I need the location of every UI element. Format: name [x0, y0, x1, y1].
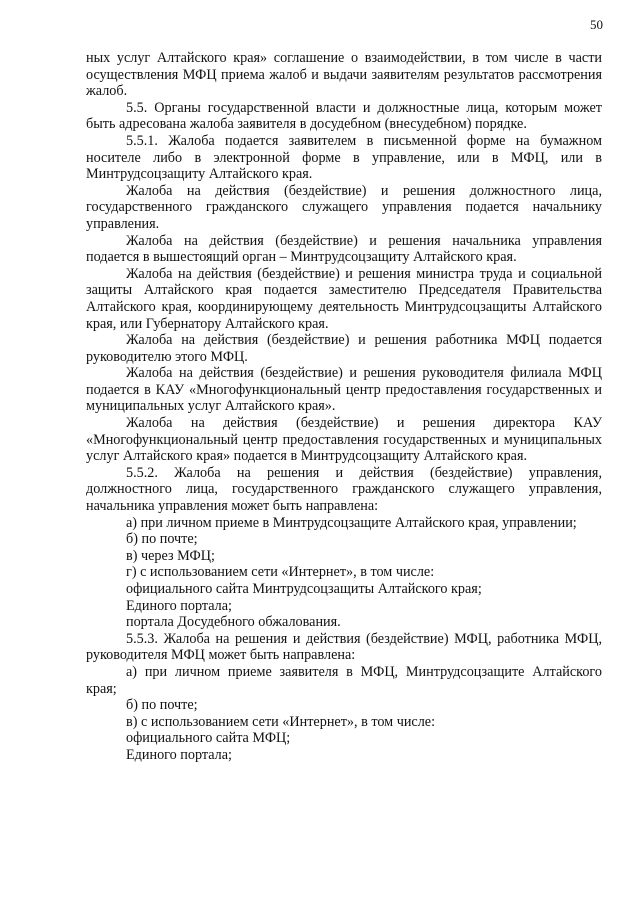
- paragraph: 5.5.1. Жалоба подается заявителем в письменной форме на бумажном носителе либо в электронной форме в управление, или в МФЦ, или в Минтрудсоцзащиту Алтайского края.: [86, 132, 606, 183]
- list-item: Единого портала;: [126, 597, 232, 614]
- paragraph: Жалоба на действия (бездействие) и решения министра труда и социальной защиты Алтайского края подается заместителю Председателя Правительства Алтайского края, координирующему деятельность Минтрудсоцзащиты Алтайского края, или Губернатору Алтайского края.: [86, 265, 606, 332]
- list-item: официального сайта МФЦ;: [126, 730, 291, 747]
- paragraph: ных услуг Алтайского края» соглашение о взаимодействии, в том числе в части осуществления МФЦ приема жалоб и выдачи заявителям результатов рассмотрения жалоб.: [86, 50, 606, 100]
- paragraph: 5.5.2. Жалоба на решения и действия (бездействие) управления, должностного лица, государственного гражданского служащего управления, начальника управления может быть направлена:: [86, 464, 606, 515]
- page-number: 50: [590, 17, 603, 32]
- paragraph: Жалоба на действия (бездействие) и решения должностного лица, государственного гражданского служащего управления подается начальнику управления.: [86, 182, 606, 232]
- list-item: официального сайта Минтрудсоцзащиты Алтайского края;: [126, 581, 482, 597]
- document-body: [86, 50, 606, 764]
- list-item: в) через МФЦ;: [126, 547, 215, 564]
- paragraph: 5.5. Органы государственной власти и должностные лица, которым может быть адресована жалоба заявителя в досудебном (внесудебном) порядке.: [86, 99, 606, 133]
- list-item: б) по почте;: [126, 697, 198, 714]
- list-item: в) с использованием сети «Интернет», в том числе:: [126, 713, 436, 730]
- list-item: Единого портала;: [126, 746, 232, 763]
- paragraph: Жалоба на действия (бездействие) и решения директора КАУ «Многофункциональный центр предоставления государственных и муниципальных услуг Алтайского края» подается в Минтрудсоцзащиту Алтайского края.: [86, 415, 606, 465]
- list-item: а) при личном приеме в Минтрудсоцзащите Алтайского края, управлении;: [126, 514, 577, 531]
- list-item: а) при личном приеме заявителя в МФЦ, Минтрудсоцзащите Алтайского края;: [86, 663, 606, 697]
- paragraph: Жалоба на действия (бездействие) и решения руководителя филиала МФЦ подается в КАУ «Многофункциональный центр предоставления государственных и муниципальных услуг Алтайского края».: [86, 365, 606, 415]
- list-item: г) с использованием сети «Интернет», в том числе:: [126, 564, 435, 581]
- paragraph: Жалоба на действия (бездействие) и решения работника МФЦ подается руководителю этого МФЦ.: [86, 332, 606, 365]
- list-item: б) по почте;: [126, 531, 198, 548]
- list-item: портала Досудебного обжалования.: [126, 614, 341, 631]
- paragraph: Жалоба на действия (бездействие) и решения начальника управления подается в вышестоящий орган – Минтрудсоцзащиту Алтайского края.: [86, 232, 606, 266]
- paragraph: 5.5.3. Жалоба на решения и действия (бездействие) МФЦ, работника МФЦ, руководителя МФЦ может быть направлена:: [86, 630, 606, 664]
